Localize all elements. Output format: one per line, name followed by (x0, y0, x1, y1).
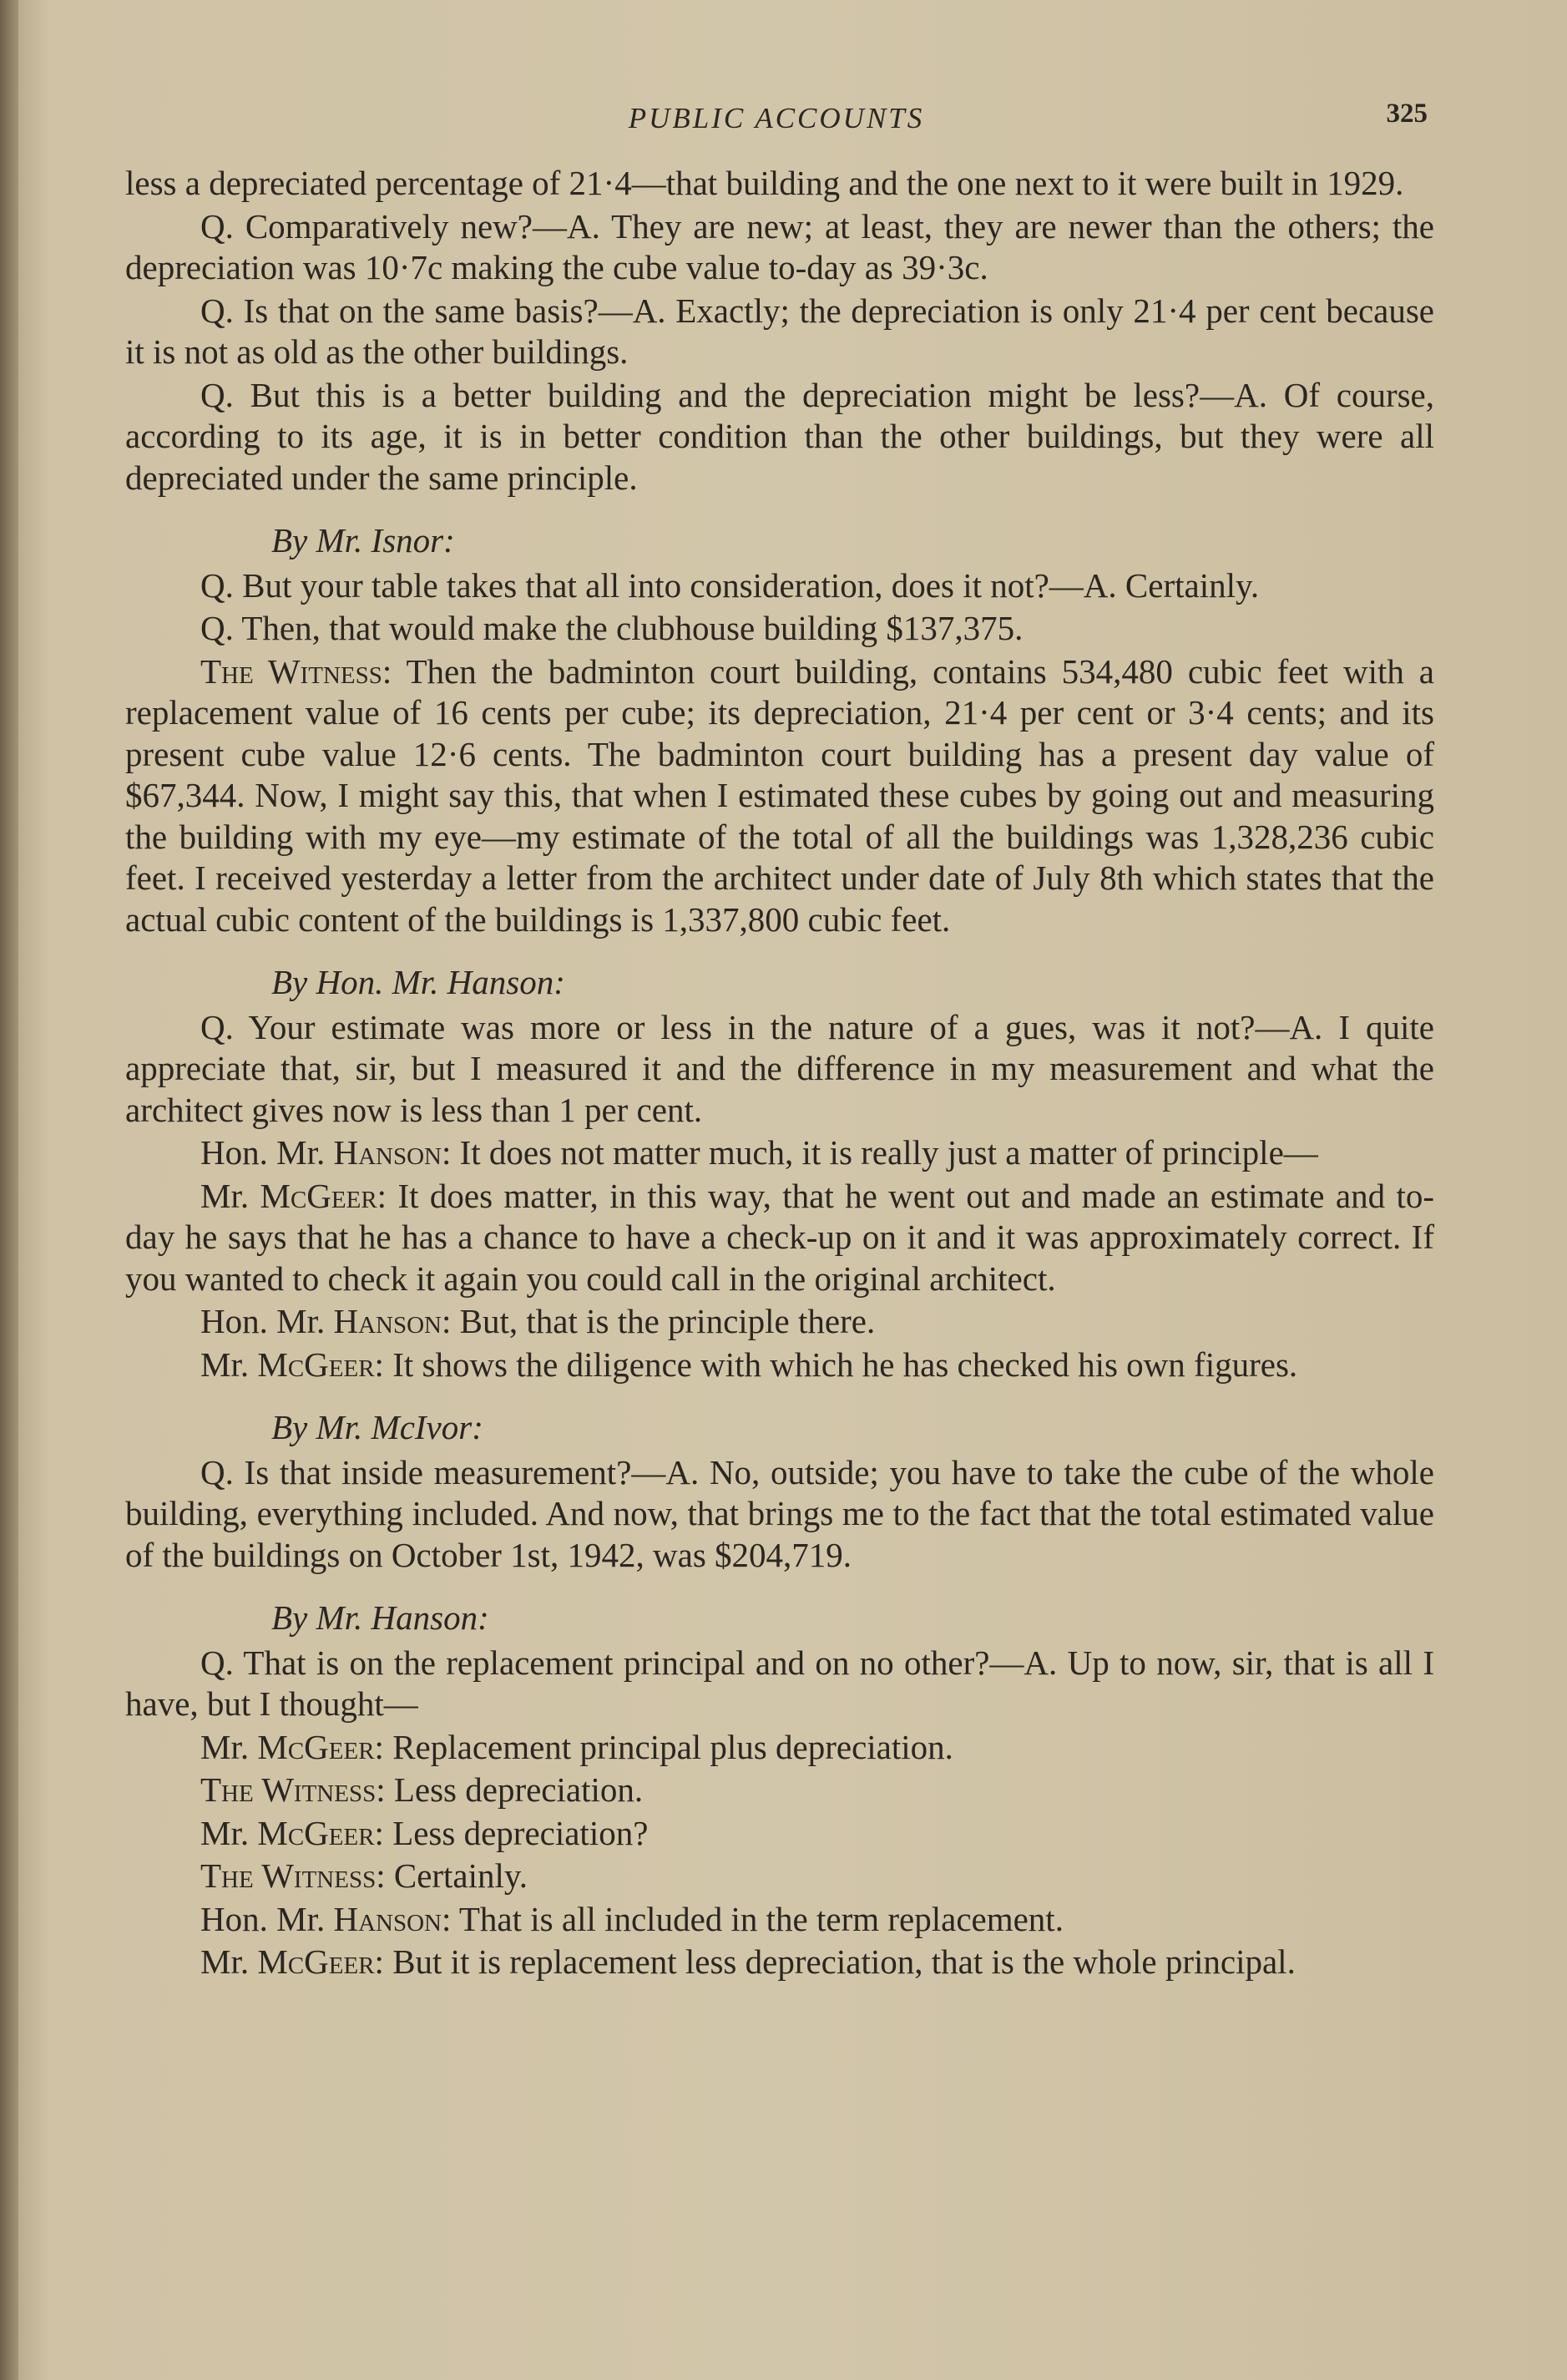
speaker-paragraph (125, 1301, 1434, 1343)
speaker-title: Mr. (200, 1176, 260, 1215)
speech-text: : Less depreciation. (376, 1770, 644, 1809)
speaker-title: Mr. (200, 1813, 258, 1852)
speaker-name: The Witness (200, 651, 382, 691)
speech-text: : Then the badminton court building, contains 534,480 cubic feet with a replacement value of 16 cents per cube; its depreciation, 21·4 per cent or 3·4 cents; and its present cube value 12·6 cents. The badminton court building has a present day value of $67,344. Now, I might say this, that when I estimated these cubes by going out and measuring the building with my eye—my estimate of the total of all the buildings was 1,328,236 cubic feet. I received yesterday a letter from the architect under date of July 8th which states that the actual cubic content of the buildings is 1,337,800 cubic feet. (125, 651, 1434, 939)
speaker-name: McGeer (257, 1942, 375, 1981)
speech-text: : But, that is the principle there. (441, 1302, 876, 1340)
speaker-paragraph (125, 1770, 1434, 1811)
testimony-paragraph: Q. But this is a better building and the depreciation might be less?—A. Of course, according to its age, it is in better condition than the other buildings, but they were all depreciated under the same principle. (125, 375, 1434, 497)
speech-text: : Less depreciation? (374, 1813, 649, 1852)
speaker-paragraph (125, 1813, 1434, 1855)
speaker-title: Hon. Mr. (200, 1899, 334, 1938)
speech-text: : It does not matter much, it is really just a matter of principle— (441, 1133, 1318, 1172)
speaker-name: The Witness (200, 1770, 377, 1809)
testimony-paragraph: Q. Is that on the same basis?—A. Exactly; the depreciation is only 21·4 per cent because it is not as old as the other buildings. (125, 291, 1434, 371)
running-head: PUBLIC ACCOUNTS (628, 102, 925, 134)
speaker-name: Hanson (333, 1133, 442, 1172)
speaker-title: Mr. (200, 1727, 258, 1766)
testimony-paragraph: Q. Comparatively new?—A. They are new; at least, they are newer than the others; the depreciation was 10·7c making the cube value to-day as 39·3c. (125, 206, 1434, 286)
speaker-paragraph (125, 1942, 1434, 1983)
testimony-paragraph: Q. But your table takes that all into consideration, does it not?—A. Certainly. (200, 565, 1260, 605)
speaker-paragraph (125, 1856, 1434, 1897)
speaker-paragraph (125, 1344, 1434, 1386)
speech-text: : Certainly. (376, 1856, 528, 1895)
examiner-byline: By Hon. Mr. Hanson: (271, 963, 565, 1001)
speaker-paragraph (125, 651, 1434, 941)
speech-text: : It shows the diligence with which he has checked his own figures. (374, 1344, 1298, 1384)
testimony-paragraph: Q. Is that inside measurement?—A. No, outside; you have to take the cube of the whole building, everything included. And now, that brings me to the fact that the total estimated value of the buildings on October 1st, 1942, was $204,719. (125, 1452, 1434, 1574)
speaker-title: Hon. Mr. (200, 1302, 334, 1340)
page-number: 325 (1386, 99, 1428, 129)
examiner-byline: By Mr. McIvor: (271, 1408, 483, 1446)
speaker-name: McGeer (257, 1344, 375, 1384)
speaker-paragraph (125, 1899, 1434, 1941)
page-header (125, 99, 1428, 149)
speaker-title: Mr. (200, 1942, 258, 1981)
speaker-name: Hanson (333, 1899, 442, 1938)
speech-text: : Replacement principal plus depreciation. (374, 1727, 953, 1766)
speaker-title: Mr. (200, 1344, 258, 1384)
speech-text: : But it is replacement less depreciation, that is the whole principal. (374, 1942, 1296, 1981)
testimony-paragraph: Q. Your estimate was more or less in the nature of a gues, was it not?—A. I quite appreciate that, sir, but I measured it and the difference in my measurement and what the architect gives now is less than 1 per cent. (125, 1007, 1434, 1129)
speech-text: : That is all included in the term replacement. (441, 1899, 1064, 1938)
testimony-paragraph: less a depreciated percentage of 21·4—that building and the one next to it were built in 1929. (125, 164, 1404, 202)
speech-text: : It does matter, in this way, that he went out and made an estimate and to-day he says that he has a chance to have a check-up on it and it was approximately correct. If you wanted to check it again you could call in the original architect. (125, 1176, 1434, 1298)
speaker-name: McGeer (257, 1813, 375, 1852)
speaker-name: McGeer (260, 1176, 377, 1215)
examiner-byline: By Mr. Isnor: (271, 521, 455, 560)
speaker-paragraph (125, 1132, 1434, 1174)
testimony-paragraph: Q. Then, that would make the clubhouse building $137,375. (200, 609, 1024, 647)
page-body (125, 163, 1434, 1985)
page-binding-edge (0, 0, 18, 2380)
speaker-title: Hon. Mr. (200, 1133, 334, 1172)
examiner-byline: By Mr. Hanson: (271, 1598, 489, 1637)
testimony-paragraph: Q. That is on the replacement principal and on no other?—A. Up to now, sir, that is all I have, but I thought— (125, 1643, 1434, 1723)
speaker-name: The Witness (200, 1856, 377, 1895)
speaker-paragraph (125, 1727, 1434, 1769)
speaker-name: Hanson (333, 1302, 442, 1340)
speaker-paragraph (125, 1176, 1434, 1300)
speaker-name: McGeer (257, 1727, 375, 1766)
